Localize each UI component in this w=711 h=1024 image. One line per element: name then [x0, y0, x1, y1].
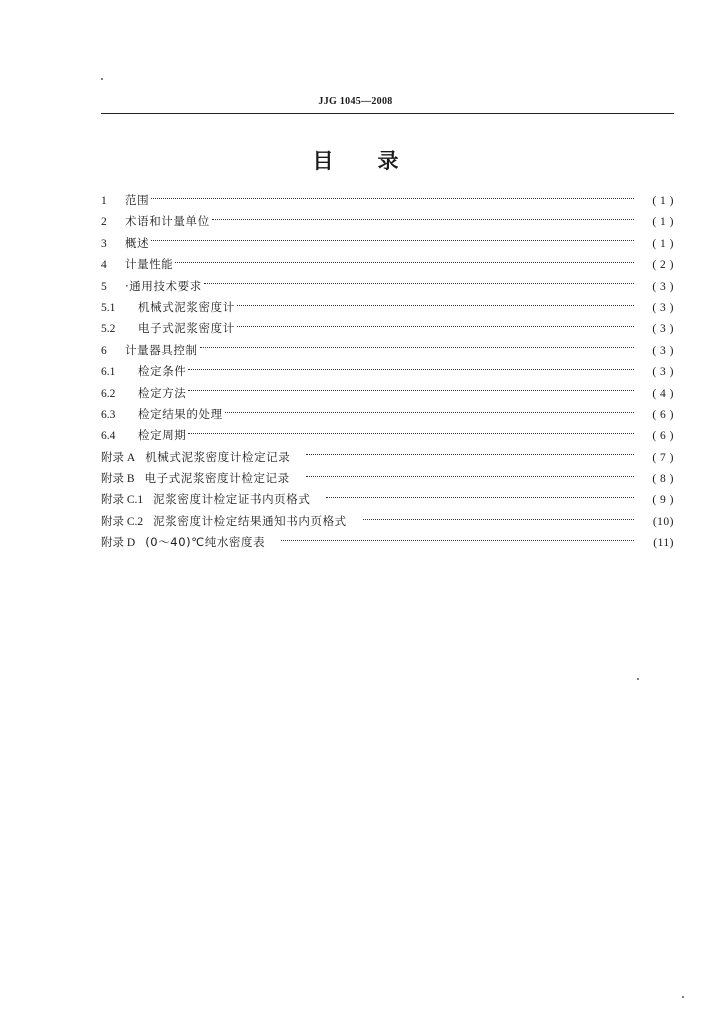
toc-leader-dots: [200, 346, 634, 348]
toc-entry-page: ( 4 ): [652, 387, 674, 400]
toc-entry-label: 检定周期: [138, 428, 187, 443]
toc-entry-number: 3: [101, 237, 107, 250]
toc-entry-label: 范围: [125, 193, 150, 207]
toc-entry[interactable]: [101, 404, 674, 425]
toc-entry-page: ( 9 ): [652, 494, 674, 507]
toc-entry-page: ( 3 ): [652, 280, 674, 293]
toc-entry[interactable]: [101, 211, 674, 232]
toc-entry-number: 6: [101, 344, 107, 357]
toc-entry[interactable]: [101, 297, 674, 318]
toc-entry-page: ( 3 ): [652, 323, 674, 336]
toc-entry-number: 附录 C.1: [101, 494, 144, 507]
toc-entry-number: 附录 A: [101, 451, 136, 464]
toc-entry[interactable]: [101, 532, 674, 553]
toc-entry[interactable]: [101, 361, 674, 382]
toc-entry-label: 检定条件: [138, 364, 187, 379]
toc-entry[interactable]: [101, 468, 674, 489]
toc-entry-number: 6.4: [101, 430, 116, 443]
scan-speck: [101, 78, 103, 80]
toc-entry[interactable]: [101, 233, 674, 254]
toc-leader-dots: [225, 411, 634, 413]
toc-entry-number: 6.1: [101, 366, 116, 379]
toc-entry-label: 泥浆密度计检定结果通知书内页格式: [153, 513, 347, 528]
toc-entry-page: (10): [652, 515, 674, 528]
toc-entry-label: 检定方法: [138, 385, 187, 400]
standard-code: JJG 1045—2008: [318, 96, 393, 107]
toc-entry-page: ( 7 ): [652, 451, 674, 464]
toc-entry-label: 电子式泥浆密度计检定记录: [144, 471, 290, 486]
toc-leader-dots: [188, 389, 634, 391]
toc-title-char1: 目: [312, 149, 334, 173]
toc-entry-page: ( 8 ): [652, 473, 674, 486]
toc-leader-dots: [188, 368, 634, 370]
toc-entry[interactable]: [101, 511, 674, 532]
toc-entry[interactable]: [101, 489, 674, 510]
toc-entry-label: 检定结果的处理: [138, 406, 223, 421]
toc-entry-number: 6.3: [101, 408, 116, 421]
toc-entry-number: 5.1: [101, 301, 116, 314]
toc-entry[interactable]: [101, 425, 674, 446]
toc-entry-label: 电子式泥浆密度计: [138, 321, 235, 336]
toc-entry-label: 术语和计量单位: [125, 214, 210, 229]
toc-entry-page: ( 3 ): [652, 366, 674, 379]
toc-entry-number: 5.2: [101, 323, 116, 336]
toc-entry-page: ( 3 ): [652, 301, 674, 314]
toc-entry[interactable]: [101, 340, 674, 361]
toc-leader-dots: [151, 239, 634, 241]
toc-leader-dots: [188, 432, 634, 434]
toc-entry-label: 泥浆密度计检定证书内页格式: [153, 492, 311, 507]
header-rule: [101, 113, 674, 114]
toc-entry-number: 附录 C.2: [101, 515, 144, 528]
toc-leader-dots: [306, 453, 634, 455]
toc-entry-label: 计量性能: [125, 257, 174, 272]
toc-leader-dots: [237, 325, 634, 327]
toc-entry[interactable]: [101, 190, 674, 211]
toc-title: [0, 145, 711, 175]
toc-leader-dots: [175, 261, 634, 263]
toc-leader-dots: [326, 496, 634, 498]
toc-entry-label: (0～40)℃纯水密度表: [145, 535, 266, 550]
toc-entry-page: ( 1 ): [652, 216, 674, 229]
toc-entry-label: ·通用技术要求: [125, 278, 202, 293]
toc-entry-page: ( 3 ): [652, 344, 674, 357]
toc-entry-page: ( 2 ): [652, 259, 674, 272]
toc-entry[interactable]: [101, 318, 674, 339]
toc-entry-label: 机械式泥浆密度计: [138, 299, 235, 314]
toc-entry[interactable]: [101, 276, 674, 297]
toc-entry-number: 6.2: [101, 387, 116, 400]
toc-entry[interactable]: [101, 254, 674, 275]
toc-entry[interactable]: [101, 447, 674, 468]
table-of-contents: [101, 190, 674, 554]
toc-leader-dots: [204, 282, 634, 284]
toc-leader-dots: [212, 218, 634, 220]
toc-entry-page: ( 6 ): [652, 430, 674, 443]
toc-leader-dots: [281, 539, 634, 541]
toc-entry-number: 1: [101, 195, 107, 207]
toc-entry-label: 概述: [125, 235, 150, 250]
toc-entry-number: 附录 D: [101, 537, 136, 550]
toc-leader-dots: [237, 304, 634, 306]
toc-entry[interactable]: [101, 383, 674, 404]
toc-title-char2: 录: [377, 149, 399, 173]
toc-entry-page: ( 1 ): [652, 237, 674, 250]
toc-leader-dots: [363, 518, 634, 520]
toc-entry-page: ( 1 ): [652, 195, 674, 207]
toc-entry-number: 4: [101, 259, 107, 272]
toc-entry-label: 机械式泥浆密度计检定记录: [145, 449, 291, 464]
scan-speck: [682, 996, 684, 998]
toc-entry-number: 2: [101, 216, 107, 229]
toc-entry-page: (11): [653, 537, 674, 550]
toc-entry-number: 5: [101, 280, 107, 293]
toc-leader-dots: [306, 475, 634, 477]
toc-entry-page: ( 6 ): [652, 408, 674, 421]
scan-speck: [637, 678, 639, 680]
toc-entry-label: 计量器具控制: [125, 342, 198, 357]
toc-entry-number: 附录 B: [101, 473, 135, 486]
toc-leader-dots: [151, 197, 634, 199]
